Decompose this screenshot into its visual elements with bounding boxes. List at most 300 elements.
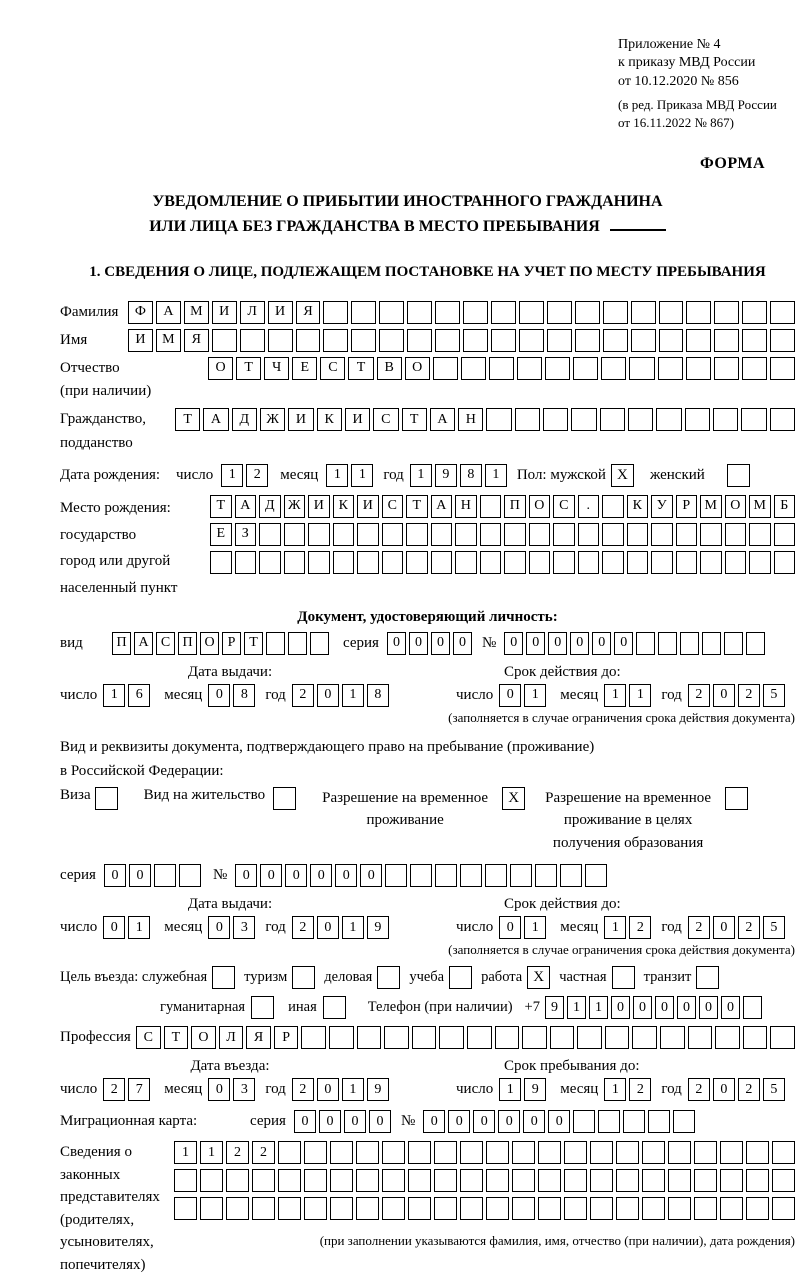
char-cell[interactable] xyxy=(284,523,306,546)
char-cell[interactable]: 0 xyxy=(592,632,611,655)
char-cell[interactable]: 2 xyxy=(688,916,710,939)
char-cell[interactable]: 0 xyxy=(369,1110,391,1133)
char-cell[interactable] xyxy=(741,408,766,431)
char-cell[interactable] xyxy=(602,523,624,546)
char-cell[interactable]: О xyxy=(529,495,551,518)
purpose-humanitarian-checkbox[interactable] xyxy=(251,996,274,1019)
char-cell[interactable]: 0 xyxy=(473,1110,495,1133)
char-cell[interactable] xyxy=(357,551,379,574)
char-cell[interactable] xyxy=(656,408,681,431)
char-cell[interactable]: А xyxy=(203,408,228,431)
char-cell[interactable]: 8 xyxy=(460,464,482,487)
char-cell[interactable] xyxy=(770,1026,795,1049)
char-cell[interactable] xyxy=(480,523,502,546)
char-cell[interactable] xyxy=(226,1197,249,1220)
char-cell[interactable] xyxy=(547,329,572,352)
char-cell[interactable]: 2 xyxy=(292,684,314,707)
purpose-private-checkbox[interactable] xyxy=(612,966,635,989)
char-cell[interactable]: 1 xyxy=(128,916,150,939)
char-cell[interactable] xyxy=(491,301,516,324)
char-cell[interactable] xyxy=(154,864,176,887)
char-cell[interactable] xyxy=(772,1197,795,1220)
char-cell[interactable]: И xyxy=(128,329,153,352)
char-cell[interactable]: Б xyxy=(774,495,796,518)
char-cell[interactable] xyxy=(485,864,507,887)
char-cell[interactable]: 2 xyxy=(688,684,710,707)
char-cell[interactable]: А xyxy=(134,632,153,655)
char-cell[interactable] xyxy=(455,523,477,546)
char-cell[interactable]: 1 xyxy=(629,684,651,707)
char-cell[interactable] xyxy=(461,357,486,380)
char-cell[interactable] xyxy=(575,329,600,352)
char-cell[interactable]: 1 xyxy=(604,684,626,707)
char-cell[interactable] xyxy=(564,1141,587,1164)
char-cell[interactable]: 2 xyxy=(738,1078,760,1101)
char-cell[interactable]: 0 xyxy=(677,996,696,1019)
char-cell[interactable] xyxy=(642,1197,665,1220)
char-cell[interactable] xyxy=(720,1197,743,1220)
char-cell[interactable]: 0 xyxy=(344,1110,366,1133)
char-cell[interactable] xyxy=(770,408,795,431)
char-cell[interactable] xyxy=(460,1197,483,1220)
char-cell[interactable] xyxy=(504,523,526,546)
char-cell[interactable]: 1 xyxy=(524,684,546,707)
char-cell[interactable] xyxy=(529,523,551,546)
char-cell[interactable] xyxy=(278,1141,301,1164)
char-cell[interactable] xyxy=(631,329,656,352)
char-cell[interactable]: А xyxy=(156,301,181,324)
char-cell[interactable] xyxy=(590,1141,613,1164)
char-cell[interactable] xyxy=(310,632,329,655)
char-cell[interactable] xyxy=(601,357,626,380)
char-cell[interactable] xyxy=(547,301,572,324)
char-cell[interactable]: 0 xyxy=(423,1110,445,1133)
char-cell[interactable]: 0 xyxy=(655,996,674,1019)
char-cell[interactable]: 0 xyxy=(699,996,718,1019)
char-cell[interactable]: Т xyxy=(175,408,200,431)
char-cell[interactable]: Т xyxy=(210,495,232,518)
char-cell[interactable] xyxy=(742,301,767,324)
char-cell[interactable] xyxy=(636,632,655,655)
char-cell[interactable] xyxy=(212,329,237,352)
char-cell[interactable] xyxy=(486,1197,509,1220)
char-cell[interactable]: 7 xyxy=(128,1078,150,1101)
char-cell[interactable]: Т xyxy=(244,632,263,655)
char-cell[interactable]: 0 xyxy=(713,1078,735,1101)
char-cell[interactable] xyxy=(545,357,570,380)
char-cell[interactable] xyxy=(676,523,698,546)
char-cell[interactable] xyxy=(240,329,265,352)
char-cell[interactable] xyxy=(235,551,257,574)
char-cell[interactable]: М xyxy=(700,495,722,518)
char-cell[interactable] xyxy=(434,1169,457,1192)
purpose-study-checkbox[interactable] xyxy=(449,966,472,989)
char-cell[interactable] xyxy=(553,523,575,546)
char-cell[interactable] xyxy=(435,301,460,324)
char-cell[interactable] xyxy=(455,551,477,574)
char-cell[interactable] xyxy=(575,301,600,324)
char-cell[interactable]: К xyxy=(317,408,342,431)
purpose-business-checkbox[interactable] xyxy=(212,966,235,989)
char-cell[interactable]: О xyxy=(191,1026,216,1049)
char-cell[interactable]: К xyxy=(627,495,649,518)
visa-checkbox[interactable] xyxy=(95,787,118,810)
char-cell[interactable] xyxy=(407,329,432,352)
sex-male-checkbox[interactable]: X xyxy=(611,464,634,487)
char-cell[interactable] xyxy=(408,1141,431,1164)
char-cell[interactable]: 9 xyxy=(367,916,389,939)
char-cell[interactable]: 9 xyxy=(367,1078,389,1101)
char-cell[interactable]: 0 xyxy=(499,684,521,707)
char-cell[interactable] xyxy=(600,408,625,431)
char-cell[interactable]: 1 xyxy=(589,996,608,1019)
char-cell[interactable] xyxy=(746,1197,769,1220)
char-cell[interactable]: Н xyxy=(458,408,483,431)
char-cell[interactable]: 2 xyxy=(292,916,314,939)
char-cell[interactable]: 0 xyxy=(285,864,307,887)
char-cell[interactable]: 0 xyxy=(294,1110,316,1133)
char-cell[interactable] xyxy=(200,1169,223,1192)
char-cell[interactable] xyxy=(519,301,544,324)
char-cell[interactable]: 5 xyxy=(763,1078,785,1101)
char-cell[interactable] xyxy=(616,1141,639,1164)
char-cell[interactable]: 0 xyxy=(208,1078,230,1101)
char-cell[interactable]: И xyxy=(308,495,330,518)
char-cell[interactable]: С xyxy=(156,632,175,655)
char-cell[interactable]: 1 xyxy=(499,1078,521,1101)
char-cell[interactable]: 0 xyxy=(523,1110,545,1133)
char-cell[interactable] xyxy=(742,329,767,352)
char-cell[interactable]: И xyxy=(345,408,370,431)
char-cell[interactable]: Ф xyxy=(128,301,153,324)
char-cell[interactable] xyxy=(770,329,795,352)
char-cell[interactable]: И xyxy=(268,301,293,324)
char-cell[interactable] xyxy=(668,1169,691,1192)
char-cell[interactable] xyxy=(603,329,628,352)
char-cell[interactable] xyxy=(308,523,330,546)
char-cell[interactable] xyxy=(578,523,600,546)
char-cell[interactable] xyxy=(330,1141,353,1164)
char-cell[interactable] xyxy=(480,495,502,518)
char-cell[interactable] xyxy=(517,357,542,380)
char-cell[interactable]: 2 xyxy=(629,916,651,939)
char-cell[interactable] xyxy=(616,1197,639,1220)
char-cell[interactable] xyxy=(560,864,582,887)
char-cell[interactable] xyxy=(658,357,683,380)
char-cell[interactable] xyxy=(460,864,482,887)
char-cell[interactable]: 1 xyxy=(342,916,364,939)
char-cell[interactable]: 0 xyxy=(548,632,567,655)
char-cell[interactable] xyxy=(431,551,453,574)
temp-residence-education-checkbox[interactable] xyxy=(725,787,748,810)
char-cell[interactable]: 8 xyxy=(367,684,389,707)
char-cell[interactable]: Л xyxy=(219,1026,244,1049)
char-cell[interactable] xyxy=(406,523,428,546)
char-cell[interactable] xyxy=(486,408,511,431)
char-cell[interactable] xyxy=(333,523,355,546)
char-cell[interactable]: Н xyxy=(455,495,477,518)
char-cell[interactable]: 3 xyxy=(233,916,255,939)
char-cell[interactable] xyxy=(410,864,432,887)
char-cell[interactable] xyxy=(659,329,684,352)
char-cell[interactable]: 9 xyxy=(524,1078,546,1101)
char-cell[interactable] xyxy=(434,1197,457,1220)
char-cell[interactable]: 0 xyxy=(235,864,257,887)
char-cell[interactable] xyxy=(564,1197,587,1220)
char-cell[interactable] xyxy=(382,551,404,574)
char-cell[interactable] xyxy=(460,1141,483,1164)
char-cell[interactable] xyxy=(774,551,796,574)
char-cell[interactable] xyxy=(628,408,653,431)
char-cell[interactable] xyxy=(724,632,743,655)
char-cell[interactable]: 9 xyxy=(435,464,457,487)
char-cell[interactable]: 0 xyxy=(310,864,332,887)
char-cell[interactable] xyxy=(266,632,285,655)
char-cell[interactable]: М xyxy=(156,329,181,352)
char-cell[interactable] xyxy=(743,1026,768,1049)
char-cell[interactable]: 0 xyxy=(448,1110,470,1133)
char-cell[interactable]: . xyxy=(578,495,600,518)
char-cell[interactable]: 0 xyxy=(208,684,230,707)
char-cell[interactable] xyxy=(382,1197,405,1220)
char-cell[interactable] xyxy=(379,329,404,352)
char-cell[interactable]: 0 xyxy=(498,1110,520,1133)
char-cell[interactable]: М xyxy=(749,495,771,518)
char-cell[interactable] xyxy=(772,1169,795,1192)
char-cell[interactable]: 0 xyxy=(104,864,126,887)
char-cell[interactable] xyxy=(590,1197,613,1220)
char-cell[interactable]: Ж xyxy=(284,495,306,518)
char-cell[interactable] xyxy=(694,1169,717,1192)
char-cell[interactable]: У xyxy=(651,495,673,518)
char-cell[interactable] xyxy=(439,1026,464,1049)
char-cell[interactable] xyxy=(408,1169,431,1192)
char-cell[interactable]: О xyxy=(208,357,233,380)
char-cell[interactable] xyxy=(676,551,698,574)
char-cell[interactable]: 1 xyxy=(351,464,373,487)
char-cell[interactable] xyxy=(538,1169,561,1192)
char-cell[interactable]: Ж xyxy=(260,408,285,431)
char-cell[interactable] xyxy=(259,551,281,574)
char-cell[interactable] xyxy=(323,329,348,352)
char-cell[interactable] xyxy=(486,1141,509,1164)
char-cell[interactable]: 1 xyxy=(200,1141,223,1164)
char-cell[interactable]: 0 xyxy=(614,632,633,655)
char-cell[interactable] xyxy=(746,1169,769,1192)
char-cell[interactable]: 0 xyxy=(409,632,428,655)
char-cell[interactable] xyxy=(529,551,551,574)
purpose-transit-checkbox[interactable] xyxy=(696,966,719,989)
char-cell[interactable] xyxy=(463,301,488,324)
char-cell[interactable] xyxy=(384,1026,409,1049)
char-cell[interactable] xyxy=(714,301,739,324)
char-cell[interactable]: 0 xyxy=(633,996,652,1019)
char-cell[interactable] xyxy=(602,551,624,574)
char-cell[interactable]: Т xyxy=(402,408,427,431)
char-cell[interactable] xyxy=(743,996,762,1019)
char-cell[interactable] xyxy=(435,329,460,352)
char-cell[interactable]: А xyxy=(431,495,453,518)
char-cell[interactable] xyxy=(252,1197,275,1220)
char-cell[interactable]: 1 xyxy=(342,1078,364,1101)
char-cell[interactable] xyxy=(680,632,699,655)
char-cell[interactable] xyxy=(174,1169,197,1192)
char-cell[interactable] xyxy=(467,1026,492,1049)
char-cell[interactable] xyxy=(746,1141,769,1164)
char-cell[interactable] xyxy=(179,864,201,887)
char-cell[interactable]: С xyxy=(136,1026,161,1049)
char-cell[interactable]: О xyxy=(405,357,430,380)
char-cell[interactable] xyxy=(296,329,321,352)
char-cell[interactable] xyxy=(489,357,514,380)
char-cell[interactable] xyxy=(538,1197,561,1220)
char-cell[interactable]: А xyxy=(235,495,257,518)
char-cell[interactable] xyxy=(351,329,376,352)
char-cell[interactable] xyxy=(308,551,330,574)
char-cell[interactable] xyxy=(578,551,600,574)
char-cell[interactable]: 0 xyxy=(129,864,151,887)
char-cell[interactable] xyxy=(486,1169,509,1192)
char-cell[interactable] xyxy=(515,408,540,431)
char-cell[interactable] xyxy=(772,1141,795,1164)
char-cell[interactable] xyxy=(431,523,453,546)
char-cell[interactable]: Л xyxy=(240,301,265,324)
purpose-commercial-checkbox[interactable] xyxy=(377,966,400,989)
char-cell[interactable]: Я xyxy=(184,329,209,352)
char-cell[interactable]: 9 xyxy=(545,996,564,1019)
char-cell[interactable] xyxy=(301,1026,326,1049)
char-cell[interactable] xyxy=(356,1169,379,1192)
purpose-tourism-checkbox[interactable] xyxy=(292,966,315,989)
char-cell[interactable] xyxy=(382,1169,405,1192)
char-cell[interactable] xyxy=(330,1197,353,1220)
char-cell[interactable] xyxy=(590,1169,613,1192)
char-cell[interactable] xyxy=(605,1026,630,1049)
char-cell[interactable]: 2 xyxy=(688,1078,710,1101)
char-cell[interactable] xyxy=(688,1026,713,1049)
char-cell[interactable] xyxy=(382,1141,405,1164)
char-cell[interactable]: 0 xyxy=(360,864,382,887)
char-cell[interactable]: 2 xyxy=(629,1078,651,1101)
char-cell[interactable]: 0 xyxy=(103,916,125,939)
char-cell[interactable]: Р xyxy=(676,495,698,518)
char-cell[interactable] xyxy=(278,1197,301,1220)
char-cell[interactable]: 1 xyxy=(604,916,626,939)
char-cell[interactable]: 0 xyxy=(317,916,339,939)
char-cell[interactable] xyxy=(491,329,516,352)
char-cell[interactable] xyxy=(749,523,771,546)
char-cell[interactable]: П xyxy=(504,495,526,518)
char-cell[interactable] xyxy=(553,551,575,574)
char-cell[interactable]: И xyxy=(288,408,313,431)
char-cell[interactable] xyxy=(412,1026,437,1049)
char-cell[interactable]: 0 xyxy=(570,632,589,655)
char-cell[interactable] xyxy=(770,357,795,380)
char-cell[interactable]: 0 xyxy=(317,684,339,707)
char-cell[interactable] xyxy=(504,551,526,574)
char-cell[interactable] xyxy=(770,301,795,324)
char-cell[interactable]: 5 xyxy=(763,916,785,939)
char-cell[interactable]: 2 xyxy=(738,916,760,939)
char-cell[interactable] xyxy=(720,1141,743,1164)
char-cell[interactable]: О xyxy=(200,632,219,655)
char-cell[interactable]: 2 xyxy=(252,1141,275,1164)
char-cell[interactable] xyxy=(648,1110,670,1133)
char-cell[interactable] xyxy=(510,864,532,887)
char-cell[interactable] xyxy=(603,301,628,324)
char-cell[interactable] xyxy=(356,1197,379,1220)
char-cell[interactable] xyxy=(686,357,711,380)
char-cell[interactable]: 1 xyxy=(485,464,507,487)
char-cell[interactable]: 2 xyxy=(246,464,268,487)
char-cell[interactable] xyxy=(268,329,293,352)
char-cell[interactable] xyxy=(694,1141,717,1164)
char-cell[interactable]: З xyxy=(235,523,257,546)
char-cell[interactable]: 2 xyxy=(226,1141,249,1164)
char-cell[interactable]: Т xyxy=(406,495,428,518)
char-cell[interactable] xyxy=(550,1026,575,1049)
char-cell[interactable]: Е xyxy=(292,357,317,380)
purpose-other-checkbox[interactable] xyxy=(323,996,346,1019)
char-cell[interactable] xyxy=(694,1197,717,1220)
char-cell[interactable] xyxy=(685,408,710,431)
char-cell[interactable]: 1 xyxy=(174,1141,197,1164)
char-cell[interactable]: 0 xyxy=(260,864,282,887)
char-cell[interactable] xyxy=(512,1169,535,1192)
char-cell[interactable] xyxy=(357,1026,382,1049)
char-cell[interactable] xyxy=(725,551,747,574)
char-cell[interactable] xyxy=(571,408,596,431)
char-cell[interactable]: С xyxy=(382,495,404,518)
char-cell[interactable] xyxy=(460,1169,483,1192)
char-cell[interactable] xyxy=(715,1026,740,1049)
char-cell[interactable]: В xyxy=(377,357,402,380)
char-cell[interactable] xyxy=(623,1110,645,1133)
char-cell[interactable] xyxy=(333,551,355,574)
char-cell[interactable] xyxy=(642,1141,665,1164)
char-cell[interactable] xyxy=(210,551,232,574)
char-cell[interactable] xyxy=(259,523,281,546)
char-cell[interactable]: 6 xyxy=(128,684,150,707)
char-cell[interactable]: 0 xyxy=(335,864,357,887)
char-cell[interactable]: С xyxy=(320,357,345,380)
char-cell[interactable] xyxy=(535,864,557,887)
char-cell[interactable]: Я xyxy=(296,301,321,324)
char-cell[interactable] xyxy=(631,301,656,324)
char-cell[interactable] xyxy=(406,551,428,574)
char-cell[interactable]: К xyxy=(333,495,355,518)
char-cell[interactable] xyxy=(746,632,765,655)
char-cell[interactable] xyxy=(598,1110,620,1133)
char-cell[interactable] xyxy=(519,329,544,352)
char-cell[interactable] xyxy=(585,864,607,887)
char-cell[interactable] xyxy=(720,1169,743,1192)
char-cell[interactable]: 1 xyxy=(221,464,243,487)
char-cell[interactable] xyxy=(278,1169,301,1192)
sex-female-checkbox[interactable] xyxy=(727,464,750,487)
char-cell[interactable] xyxy=(304,1141,327,1164)
residence-permit-checkbox[interactable] xyxy=(273,787,296,810)
char-cell[interactable] xyxy=(200,1197,223,1220)
char-cell[interactable]: 3 xyxy=(233,1078,255,1101)
char-cell[interactable]: 1 xyxy=(342,684,364,707)
char-cell[interactable]: Р xyxy=(222,632,241,655)
char-cell[interactable]: 0 xyxy=(713,684,735,707)
char-cell[interactable]: Я xyxy=(246,1026,271,1049)
char-cell[interactable] xyxy=(433,357,458,380)
char-cell[interactable] xyxy=(725,523,747,546)
char-cell[interactable]: Т xyxy=(164,1026,189,1049)
